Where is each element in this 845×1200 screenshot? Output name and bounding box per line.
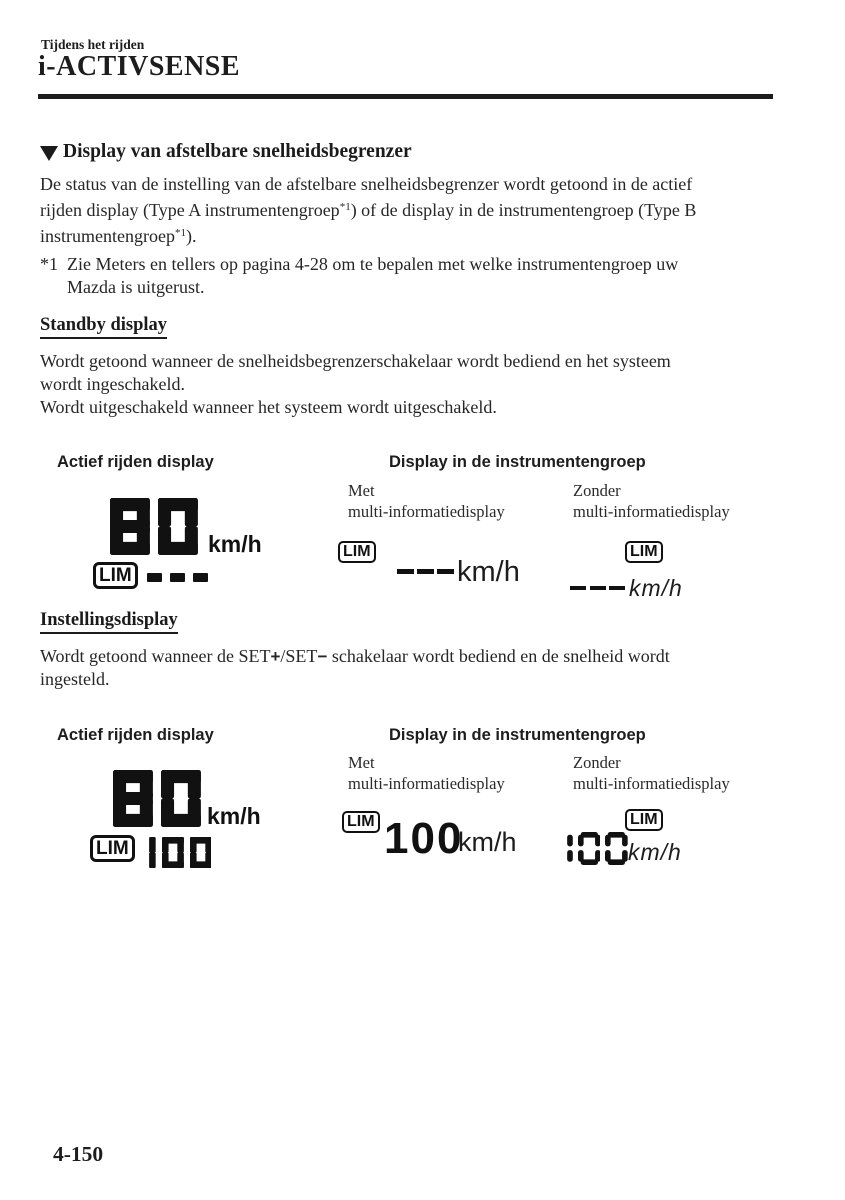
- set-minus-symbol: −: [317, 647, 328, 666]
- setting-active-speed-lcd: [113, 770, 201, 827]
- standby-line-2: wordt ingeschakeld.: [40, 374, 185, 394]
- standby-zonder-dashes: [570, 586, 625, 590]
- page-eyebrow: Tijdens het rijden: [41, 37, 145, 52]
- section-heading-label: Display van afstelbare snelheidsbegrenzer: [63, 141, 412, 162]
- standby-met-label: Met multi-informatiedisplay: [348, 481, 505, 521]
- footnote-text: [67, 253, 678, 299]
- setting-zonder-unit: km/h: [628, 839, 682, 865]
- standby-met-lim-badge: LIM: [338, 541, 376, 563]
- intro-paragraph: [40, 173, 696, 248]
- standby-heading-wrap: [40, 315, 167, 339]
- setting-met-value: 100: [384, 814, 464, 863]
- setting-heading: Instellingsdisplay: [40, 610, 178, 634]
- intro-line-2: rijden display (Type A instrumentengroep$^{*1}$) of de display in de instrumentengroep (Type B: [40, 200, 697, 220]
- setting-line-2: ingesteld.: [40, 669, 110, 689]
- setting-line-1: Wordt getoond wanneer de SET+/SET− schakelaar wordt bediend en de snelheid wordt: [40, 646, 670, 666]
- setting-met-unit: km/h: [458, 827, 517, 857]
- standby-zonder-unit: km/h: [629, 575, 683, 601]
- intro-line-3: instrumentengroep$^{*1}$).: [40, 226, 197, 246]
- page-number: 4-150: [53, 1142, 104, 1166]
- standby-met-dashes: [397, 569, 454, 574]
- standby-active-speed-lcd: [110, 498, 198, 555]
- setting-active-unit: km/h: [207, 803, 261, 829]
- standby-zonder-lim-badge: LIM: [625, 541, 663, 563]
- standby-active-dashes: [147, 573, 208, 582]
- standby-active-unit: km/h: [208, 531, 262, 557]
- section-triangle-icon: [40, 146, 58, 161]
- standby-heading: Standby display: [40, 315, 167, 339]
- standby-cluster-display-title: Display in de instrumentengroep: [389, 453, 646, 471]
- header-divider: [38, 94, 773, 99]
- standby-zonder-label: Zonder multi-informatiedisplay: [573, 481, 730, 521]
- standby-paragraph: [40, 350, 671, 419]
- standby-active-lim-badge: LIM: [93, 562, 138, 589]
- setting-active-lim-badge: LIM: [90, 835, 135, 862]
- setting-active-display-title: Actief rijden display: [57, 726, 214, 744]
- footnote-line-1: Zie Meters en tellers op pagina 4-28 om te bepalen met welke instrumentengroep uw: [67, 254, 679, 274]
- setting-met-label: Met multi-informatiedisplay: [348, 753, 505, 793]
- setting-heading-wrap: [40, 610, 178, 634]
- setting-zonder-value-lcd: [566, 832, 628, 865]
- setting-met-lim-badge: LIM: [342, 811, 380, 833]
- standby-line-1: Wordt getoond wanneer de snelheidsbegrenzerschakelaar wordt bediend en het systeem: [40, 351, 671, 371]
- intro-line-1: De status van de instelling van de afstelbare snelheidsbegrenzer wordt getoond in de actief: [40, 174, 693, 194]
- setting-zonder-lim-badge: LIM: [625, 809, 663, 831]
- setting-paragraph: [40, 645, 670, 691]
- section-heading: [40, 141, 412, 163]
- footnote-ref: *1: [174, 227, 186, 239]
- setting-zonder-label: Zonder multi-informatiedisplay: [573, 753, 730, 793]
- standby-met-unit: km/h: [457, 556, 520, 588]
- footnote-ref: *1: [339, 201, 351, 213]
- set-plus-symbol: +: [270, 647, 281, 666]
- standby-active-display-title: Actief rijden display: [57, 453, 214, 471]
- page-title: i-ACTIVSENSE: [38, 51, 241, 82]
- setting-cluster-display-title: Display in de instrumentengroep: [389, 726, 646, 744]
- footnote-line-2: Mazda is uitgerust.: [67, 277, 205, 297]
- footnote-marker: *1: [40, 254, 58, 274]
- setting-active-value-lcd: [148, 837, 211, 868]
- standby-line-3: Wordt uitgeschakeld wanneer het systeem wordt uitgeschakeld.: [40, 397, 497, 417]
